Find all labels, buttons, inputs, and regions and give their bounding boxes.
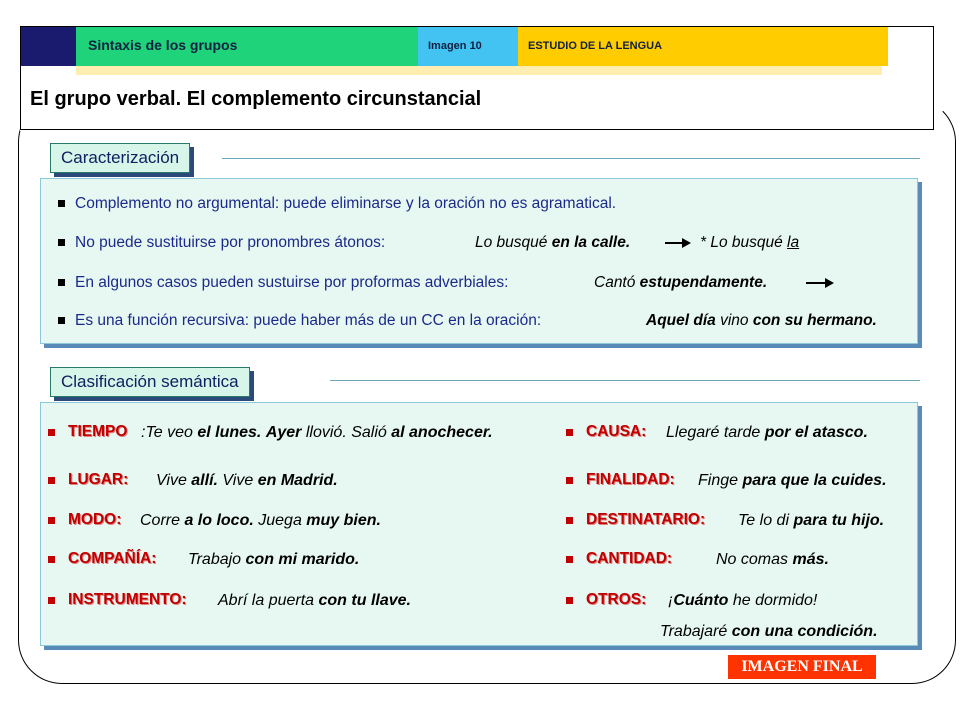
arrowhead-icon [682, 238, 691, 248]
category-label: CAUSA: [586, 423, 647, 440]
bullet-icon [566, 429, 573, 436]
category-example: Abrí la puerta con tu llave. [218, 592, 411, 609]
header-image-label: Imagen 10 [428, 40, 482, 52]
caracterizacion-text: No puede sustituirse por pronombres átonos: [75, 234, 386, 251]
caracterizacion-text: Es una función recursiva: puede haber más de un CC en la oración: [75, 312, 542, 329]
example-text: Aquel día vino con su hermano. [646, 312, 877, 329]
category-label: OTROS: [586, 591, 647, 608]
category-label: TIEMPO [68, 423, 128, 440]
category-example: Te lo di para tu hijo. [738, 512, 885, 529]
category-example: Finge para que la cuides. [698, 472, 887, 489]
category-example: Trabajo con mi marido. [188, 551, 360, 568]
category-example-extra: Trabajaré con una condición. [660, 623, 878, 640]
category-example: :Te veo el lunes. Ayer llovió. Salió al anochecer. [141, 424, 493, 441]
bullet-icon [58, 239, 65, 246]
category-example: Vive allí. Vive en Madrid. [156, 472, 338, 489]
header-section-label: Sintaxis de los grupos [88, 37, 238, 53]
clasificacion-tag: Clasificación semántica [50, 367, 250, 397]
category-label: COMPAÑÍA: [68, 550, 157, 567]
bullet-icon [48, 597, 55, 604]
bullet-icon [566, 597, 573, 604]
category-example: Corre a lo loco. Juega muy bien. [140, 512, 381, 529]
category-label: FINALIDAD: [586, 471, 675, 488]
bullet-icon [58, 317, 65, 324]
bullet-icon [48, 429, 55, 436]
caracterizacion-tag: Caracterización [50, 143, 190, 173]
caracterizacion-text: Complemento no argumental: puede eliminarse y la oración no es agramatical. [75, 195, 617, 212]
category-label: CANTIDAD: [586, 550, 673, 567]
category-example: Llegaré tarde por el atasco. [666, 424, 868, 441]
example-text: * Lo busqué la [700, 234, 800, 251]
category-example: No comas más. [716, 551, 829, 568]
bullet-icon [566, 477, 573, 484]
clasificacion-divider [330, 380, 920, 381]
bullet-icon [58, 200, 65, 207]
category-example: ¡Cuánto he dormido! [668, 592, 818, 609]
bullet-icon [48, 556, 55, 563]
header-subject-label: ESTUDIO DE LA LENGUA [528, 40, 663, 52]
example-text: Lo busqué en la calle. [475, 234, 631, 251]
bullet-icon [566, 556, 573, 563]
example-text: Cantó estupendamente. [594, 274, 768, 291]
caracterizacion-divider [222, 158, 920, 159]
title-box [20, 26, 934, 130]
page-title: El grupo verbal. El complemento circunstancial [30, 88, 482, 110]
bullet-icon [48, 477, 55, 484]
bullet-icon [48, 517, 55, 524]
category-label: DESTINATARIO: [586, 511, 706, 528]
imagen-final-button[interactable]: IMAGEN FINAL [728, 655, 876, 679]
caracterizacion-text: En algunos casos pueden sustuirse por proformas adverbiales: [75, 274, 509, 291]
arrow-icon [806, 282, 826, 284]
arrow-icon [665, 242, 683, 244]
arrowhead-icon [825, 278, 834, 288]
bullet-icon [566, 517, 573, 524]
category-label: INSTRUMENTO: [68, 591, 187, 608]
bullet-icon [58, 279, 65, 286]
category-label: LUGAR: [68, 471, 129, 488]
category-label: MODO: [68, 511, 122, 528]
